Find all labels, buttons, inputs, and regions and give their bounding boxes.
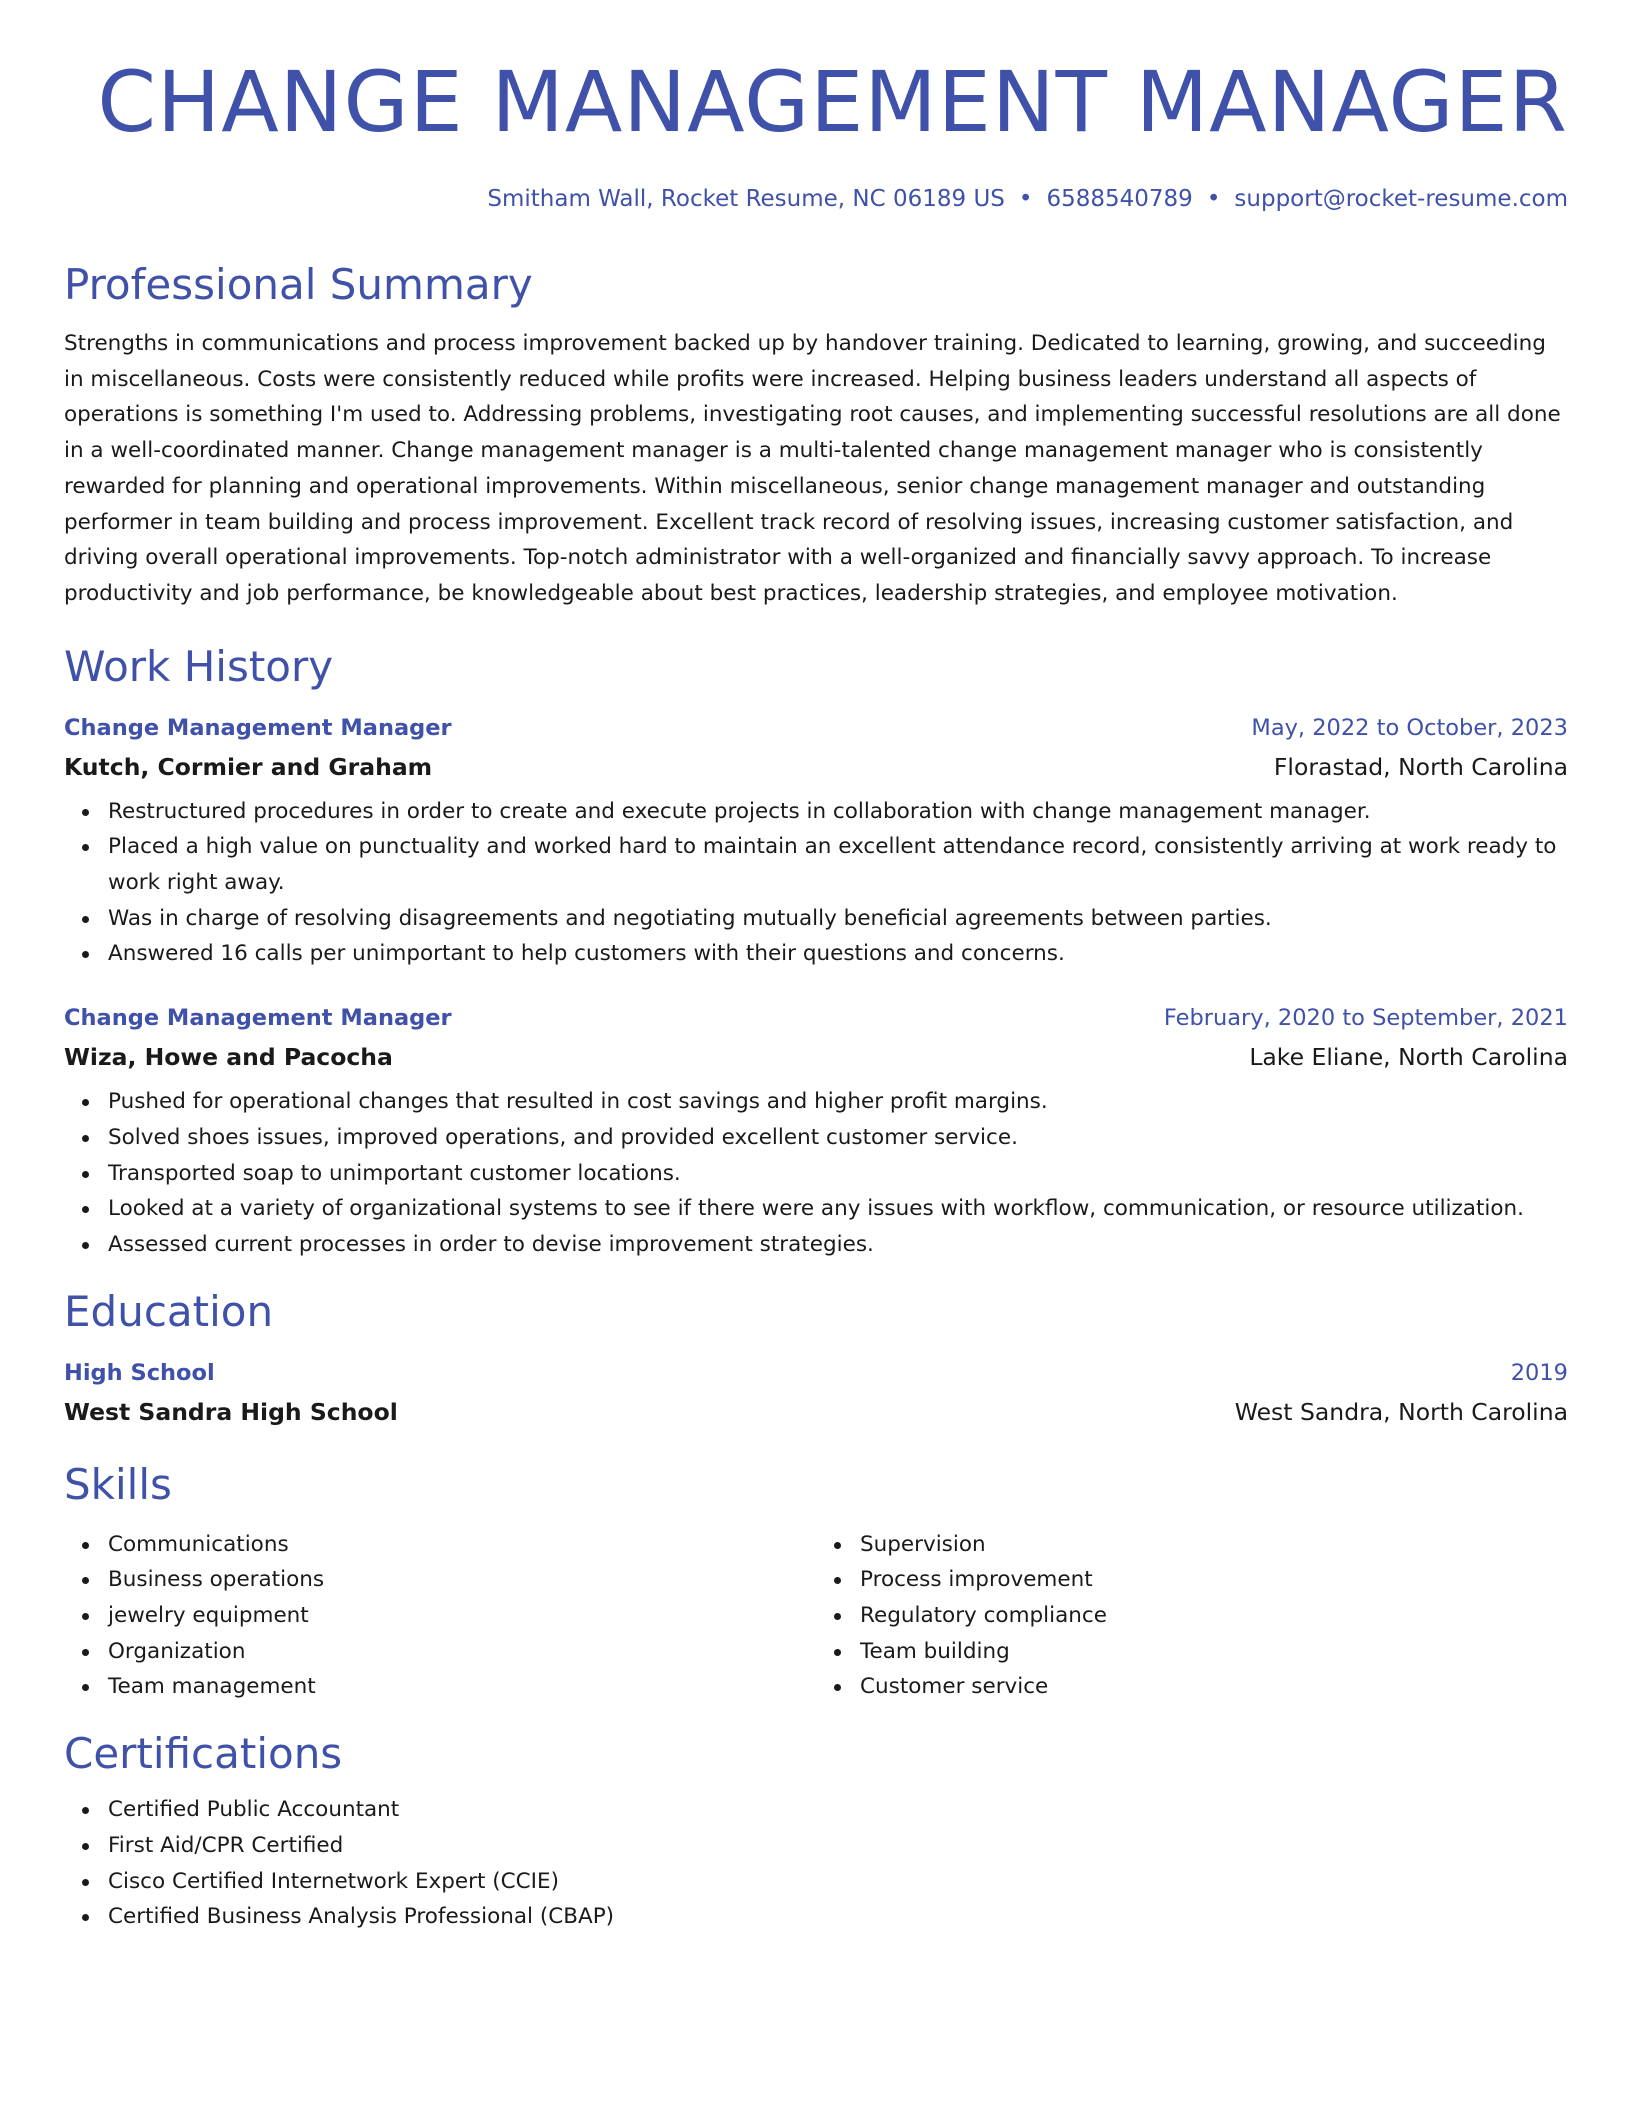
education-header-row	[64, 1357, 1568, 1389]
job-header-row	[64, 712, 1568, 744]
skill-item: Team building	[860, 1634, 1568, 1670]
education-heading: Education	[64, 1286, 274, 1336]
job-location: Lake Eliane, North Carolina	[1249, 1043, 1568, 1072]
skills-list-right	[816, 1527, 1568, 1706]
skills-list-left	[64, 1527, 816, 1706]
job-company: Wiza, Howe and Pacocha	[64, 1043, 393, 1072]
contact-phone: 6588540789	[1046, 186, 1193, 212]
education-location: West Sandra, North Carolina	[1234, 1397, 1568, 1426]
job-bullets	[64, 1084, 1568, 1263]
summary-heading: Professional Summary	[64, 260, 533, 309]
contact-separator: •	[1018, 186, 1033, 212]
contact-address: Smitham Wall, Rocket Resume, NC 06189 US	[487, 186, 1005, 212]
resume-name: CHANGE MANAGEMENT MANAGER	[97, 53, 1568, 151]
job-company-row	[64, 744, 1568, 783]
job-dates: May, 2022 to October, 2023	[1251, 714, 1568, 741]
education-school: West Sandra High School	[64, 1397, 398, 1426]
job-entry	[64, 712, 1568, 973]
job-bullet: Was in charge of resolving disagreements and negotiating mutually beneficial agreements between parties.	[108, 901, 1568, 937]
job-header-row	[64, 1002, 1568, 1034]
skills-columns	[64, 1516, 1568, 1706]
job-bullet: Placed a high value on punctuality and worked hard to maintain an excellent attendance record, consistently arriving at work ready to work right away.	[108, 829, 1568, 900]
education-entry	[64, 1357, 1568, 1428]
job-company: Kutch, Cormier and Graham	[64, 752, 433, 781]
skill-item: Communications	[108, 1527, 816, 1563]
job-bullet: Restructured procedures in order to create and execute projects in collaboration with change management manager.	[108, 794, 1568, 830]
contact-line	[64, 184, 1568, 214]
education-school-row	[64, 1389, 1568, 1428]
skill-item: Customer service	[860, 1669, 1568, 1705]
certification-item: Certified Business Analysis Professional (CBAP)	[108, 1899, 1568, 1935]
skill-item: Regulatory compliance	[860, 1598, 1568, 1634]
job-bullet: Assessed current processes in order to devise improvement strategies.	[108, 1227, 1568, 1263]
skill-item: jewelry equipment	[108, 1598, 816, 1634]
education-degree: High School	[64, 1359, 215, 1386]
skills-heading: Skills	[64, 1459, 172, 1509]
job-location: Florastad, North Carolina	[1273, 752, 1568, 781]
certifications-heading: Certifications	[64, 1729, 343, 1779]
contact-email: support@rocket-resume.com	[1234, 186, 1568, 212]
certification-item: Cisco Certified Internetwork Expert (CCIE)	[108, 1864, 1568, 1900]
certification-item: Certified Public Accountant	[108, 1792, 1568, 1828]
work-history-heading: Work History	[64, 641, 334, 691]
job-bullet: Solved shoes issues, improved operations, and provided excellent customer service.	[108, 1120, 1568, 1156]
job-bullet: Looked at a variety of organizational systems to see if there were any issues with workflow, communication, or resource utilization.	[108, 1191, 1568, 1227]
education-year: 2019	[1510, 1359, 1568, 1386]
job-bullet: Answered 16 calls per unimportant to help customers with their questions and concerns.	[108, 936, 1568, 972]
job-title: Change Management Manager	[64, 714, 452, 741]
job-company-row	[64, 1034, 1568, 1073]
certifications-list	[64, 1792, 1568, 1935]
job-bullets	[64, 794, 1568, 973]
skill-item: Organization	[108, 1634, 816, 1670]
skill-item: Business operations	[108, 1562, 816, 1598]
job-bullet: Pushed for operational changes that resulted in cost savings and higher profit margins.	[108, 1084, 1568, 1120]
job-dates: February, 2020 to September, 2021	[1163, 1005, 1568, 1032]
job-bullet: Transported soap to unimportant customer locations.	[108, 1156, 1568, 1192]
skill-item: Supervision	[860, 1527, 1568, 1563]
skill-item: Process improvement	[860, 1562, 1568, 1598]
job-title: Change Management Manager	[64, 1005, 452, 1032]
skill-item: Team management	[108, 1669, 816, 1705]
contact-separator: •	[1206, 186, 1221, 212]
certification-item: First Aid/CPR Certified	[108, 1828, 1568, 1864]
summary-text: Strengths in communications and process improvement backed up by handover training. Dedicated to learning, growing, and succeeding in miscellaneous. Costs were consistently reduced while profits were increased. Helping business leaders understand all aspects of operations is something I'm used to. Addressing problems, investigating root causes, and implementing successful resolutions are all done in a well-coordinated manner. Change management manager is a multi-talented change management manager who is consistently rewarded for planning and operational improvements. Within miscellaneous, senior change management manager and outstanding performer in team building and process improvement. Excellent track record of resolving issues, increasing customer satisfaction, and driving overall operational improvements. Top-notch administrator with a well-organized and financially savvy approach. To increase productivity and job performance, be knowledgeable about best practices, leadership strategies, and employee motivation.	[64, 331, 1561, 606]
job-entry	[64, 1002, 1568, 1263]
